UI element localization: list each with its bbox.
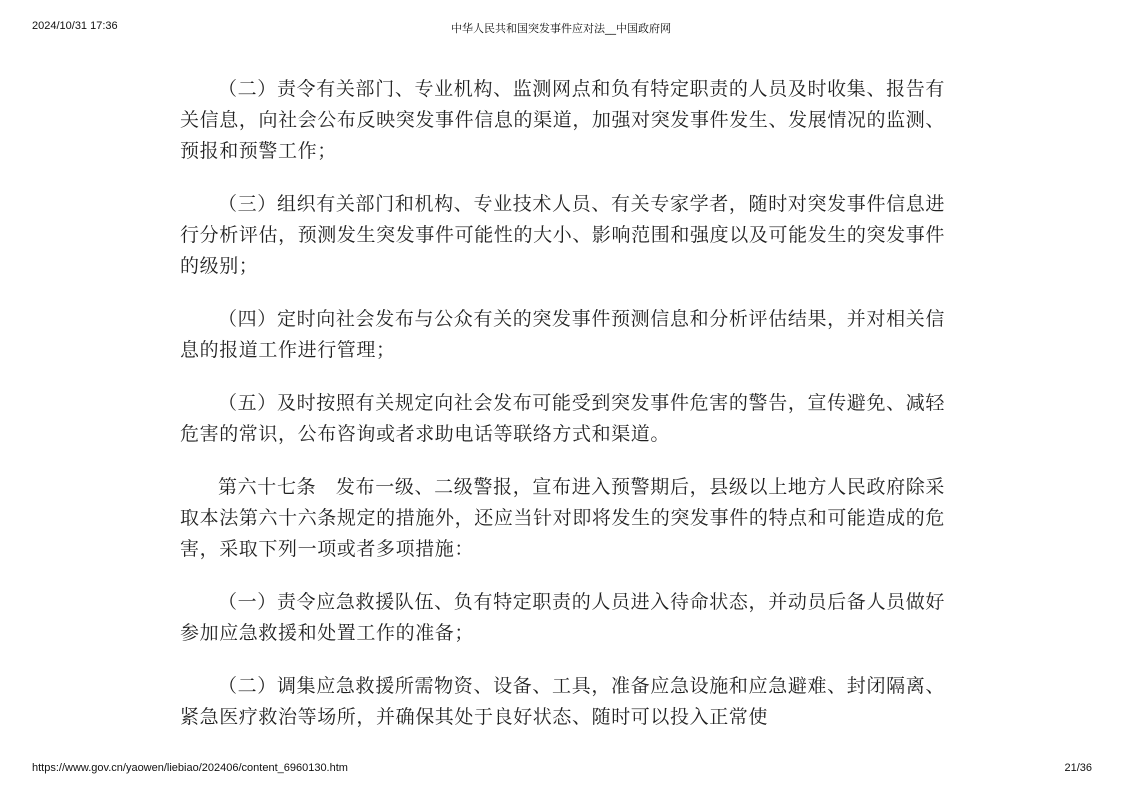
article-67: 第六十七条 发布一级、二级警报，宣布进入预警期后，县级以上地方人民政府除采取本法第六十六条规定的措施外，还应当针对即将发生的突发事件的特点和可能造成的危害，采取下列一项或者多项措施： — [180, 476, 945, 560]
paragraph-item-2: （二）责令有关部门、专业机构、监测网点和负有特定职责的人员及时收集、报告有关信息，向社会公布反映突发事件信息的渠道，加强对突发事件发生、发展情况的监测、预报和预警工作； — [180, 78, 945, 162]
paragraph-item-2-continued: （二）调集应急救援所需物资、设备、工具，准备应急设施和应急避难、封闭隔离、紧急医疗救治等场所，并确保其处于良好状态、随时可以投入正常使 — [180, 675, 945, 728]
paragraph-item-3: （三）组织有关部门和机构、专业技术人员、有关专家学者，随时对突发事件信息进行分析评估，预测发生突发事件可能性的大小、影响范围和强度以及可能发生的突发事件的级别； — [180, 193, 945, 277]
paragraph-item-4: （四）定时向社会发布与公众有关的突发事件预测信息和分析评估结果，并对相关信息的报道工作进行管理； — [180, 308, 945, 361]
paragraph-item-1: （一）责令应急救援队伍、负有特定职责的人员进入待命状态，并动员后备人员做好参加应急救援和处置工作的准备； — [180, 591, 945, 644]
document-title: 中华人民共和国突发事件应对法__中国政府网 — [451, 22, 671, 35]
print-datetime: 2024/10/31 17:36 — [32, 20, 118, 32]
page-url: https://www.gov.cn/yaowen/liebiao/202406/content_6960130.htm — [32, 762, 348, 774]
document-body — [180, 74, 945, 755]
paragraph-item-5: （五）及时按照有关规定向社会发布可能受到突发事件危害的警告，宣传避免、减轻危害的常识，公布咨询或者求助电话等联络方式和渠道。 — [180, 392, 945, 445]
page-number: 21/36 — [1064, 762, 1092, 774]
